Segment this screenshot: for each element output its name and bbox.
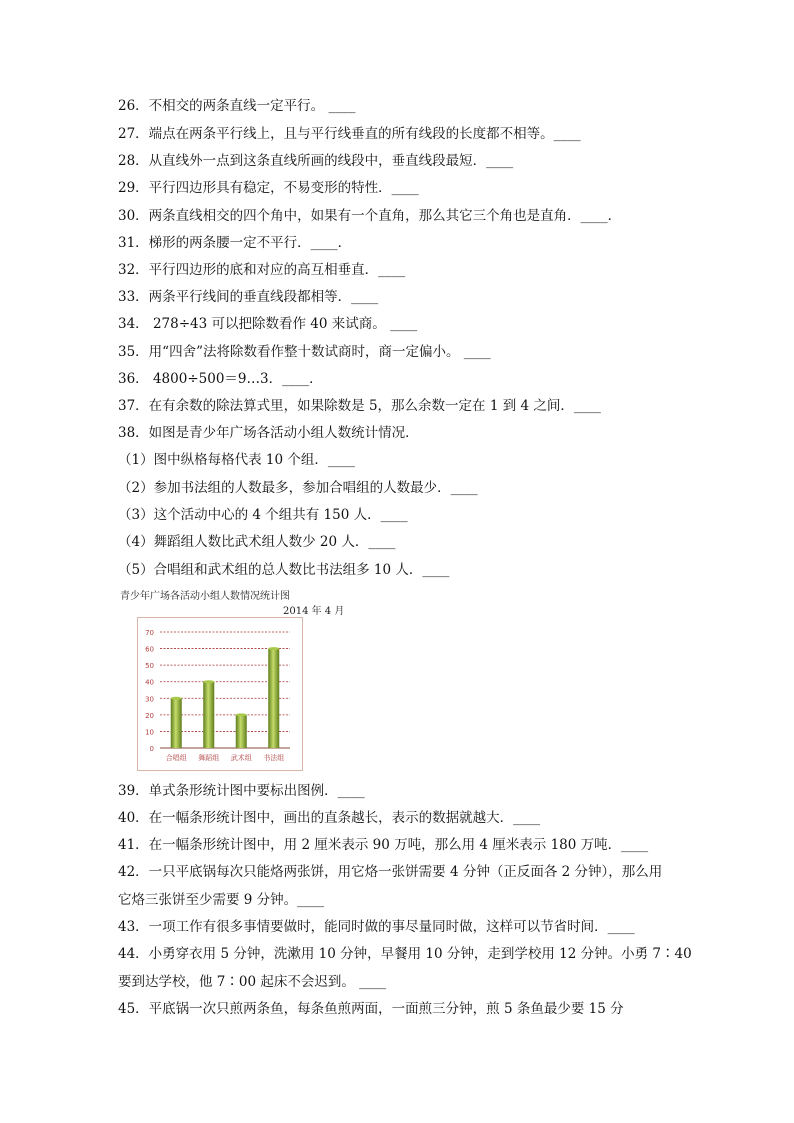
bar [236,715,247,748]
y-tick-label: 50 [145,662,154,671]
questions-line: 35．用“四舍”法将除数看作整十数试商时，商一定偏小。 ____ [118,344,491,360]
questions_after-line: 42．一只平底锅每次只能烙两张饼，用它烙一张饼需要 4 分钟（正反面各 2 分钟），那么用 [118,864,663,880]
questions_after-line: 43．一项工作有很多事情要做时，能同时做的事尽量同时做，这样可以节省时间．____ [118,919,635,935]
x-category-label: 武术组 [230,754,252,762]
questions-line: 27．端点在两条平行线上，且与平行线垂直的所有线段的长度都不相等。____ [118,126,581,142]
questions-line: 28．从直线外一点到这条直线所画的线段中，垂直线段最短．____ [118,153,514,169]
y-tick-label: 40 [145,678,154,687]
questions-line: 29．平行四边形具有稳定，不易变形的特性．____ [118,180,419,196]
questions_after-line: 40．在一幅条形统计图中，画出的直条越长，表示的数据就越大．____ [118,810,541,826]
questions-line: 37．在有余数的除法算式里，如果除数是 5，那么余数一定在 1 到 4 之间．____ [118,398,601,414]
bar-cap [171,697,182,700]
questions-line: 31．梯形的两条腰一定不平行．____． [118,235,352,251]
bar-chart [138,618,302,770]
y-tick-label: 70 [145,629,154,637]
chart-subtitle: 2014 年 4 月 [283,606,345,617]
bar-chart-frame [137,617,303,771]
questions_after-line: 41．在一幅条形统计图中，用 2 厘米表示 90 万吨，那么用 4 厘米表示 180 万吨．____ [118,837,649,853]
bar [268,649,279,748]
questions_after-line: 39．单式条形统计图中要标出图例．____ [118,783,365,799]
questions-line: 33．两条平行线间的垂直线段都相等．____ [118,289,379,305]
questions-line: 32．平行四边形的底和对应的高互相垂直．____ [118,262,406,278]
bar [171,698,182,748]
y-tick-label: 0 [149,745,154,753]
questions_after-line: 45．平底锅一次只煎两条鱼，每条鱼煎两面，一面煎三分钟，煎 5 条鱼最少要 15 分 [118,1001,624,1017]
bar [203,682,214,748]
y-tick-label: 20 [145,711,154,720]
questions-line: 38．如图是青少年广场各活动小组人数统计情况． [118,425,419,441]
bar-cap [203,680,214,683]
questions-line: （2）参加书法组的人数最多，参加合唱组的人数最少．____ [118,480,478,496]
x-category-label: 书法组 [263,754,285,762]
y-tick-label: 10 [145,728,154,737]
bar-cap [236,713,247,716]
questions-line: 30．两条直线相交的四个角中，如果有一个直角，那么其它三个角也是直角．____． [118,208,622,224]
bar-cap [268,647,279,650]
y-tick-label: 60 [145,645,154,654]
questions_after-line: 要到达学校，他 7∶00 起床不会迟到。 ____ [118,974,387,990]
chart-title: 青少年广场各活动小组人数情况统计图 [120,591,290,602]
questions-line: （1）图中纵格每格代表 10 个组．____ [118,452,355,468]
x-category-label: 舞蹈组 [198,754,220,762]
questions-line: （5）合唱组和武术组的总人数比书法组多 10 人．____ [118,562,450,578]
questions_after-line: 它烙三张饼至少需要 9 分钟。____ [118,892,325,908]
x-category-label: 合唱组 [165,754,187,762]
questions-line: （3）这个活动中心的 4 个组共有 150 人．____ [118,507,408,523]
questions_after-line: 44．小勇穿衣用 5 分钟，洗漱用 10 分钟，早餐用 10 分钟，走到学校用 12 分钟。小勇 7∶40 [118,946,692,962]
y-tick-label: 30 [145,695,154,704]
questions-line: （4）舞蹈组人数比武术组人数少 20 人．____ [118,534,396,550]
questions-line: 34． 278÷43 可以把除数看作 40 来试商。 ____ [118,316,418,332]
questions-line: 36． 4800÷500＝9…3．____． [118,371,323,387]
questions-line: 26．不相交的两条直线一定平行。 ____ [118,98,356,114]
